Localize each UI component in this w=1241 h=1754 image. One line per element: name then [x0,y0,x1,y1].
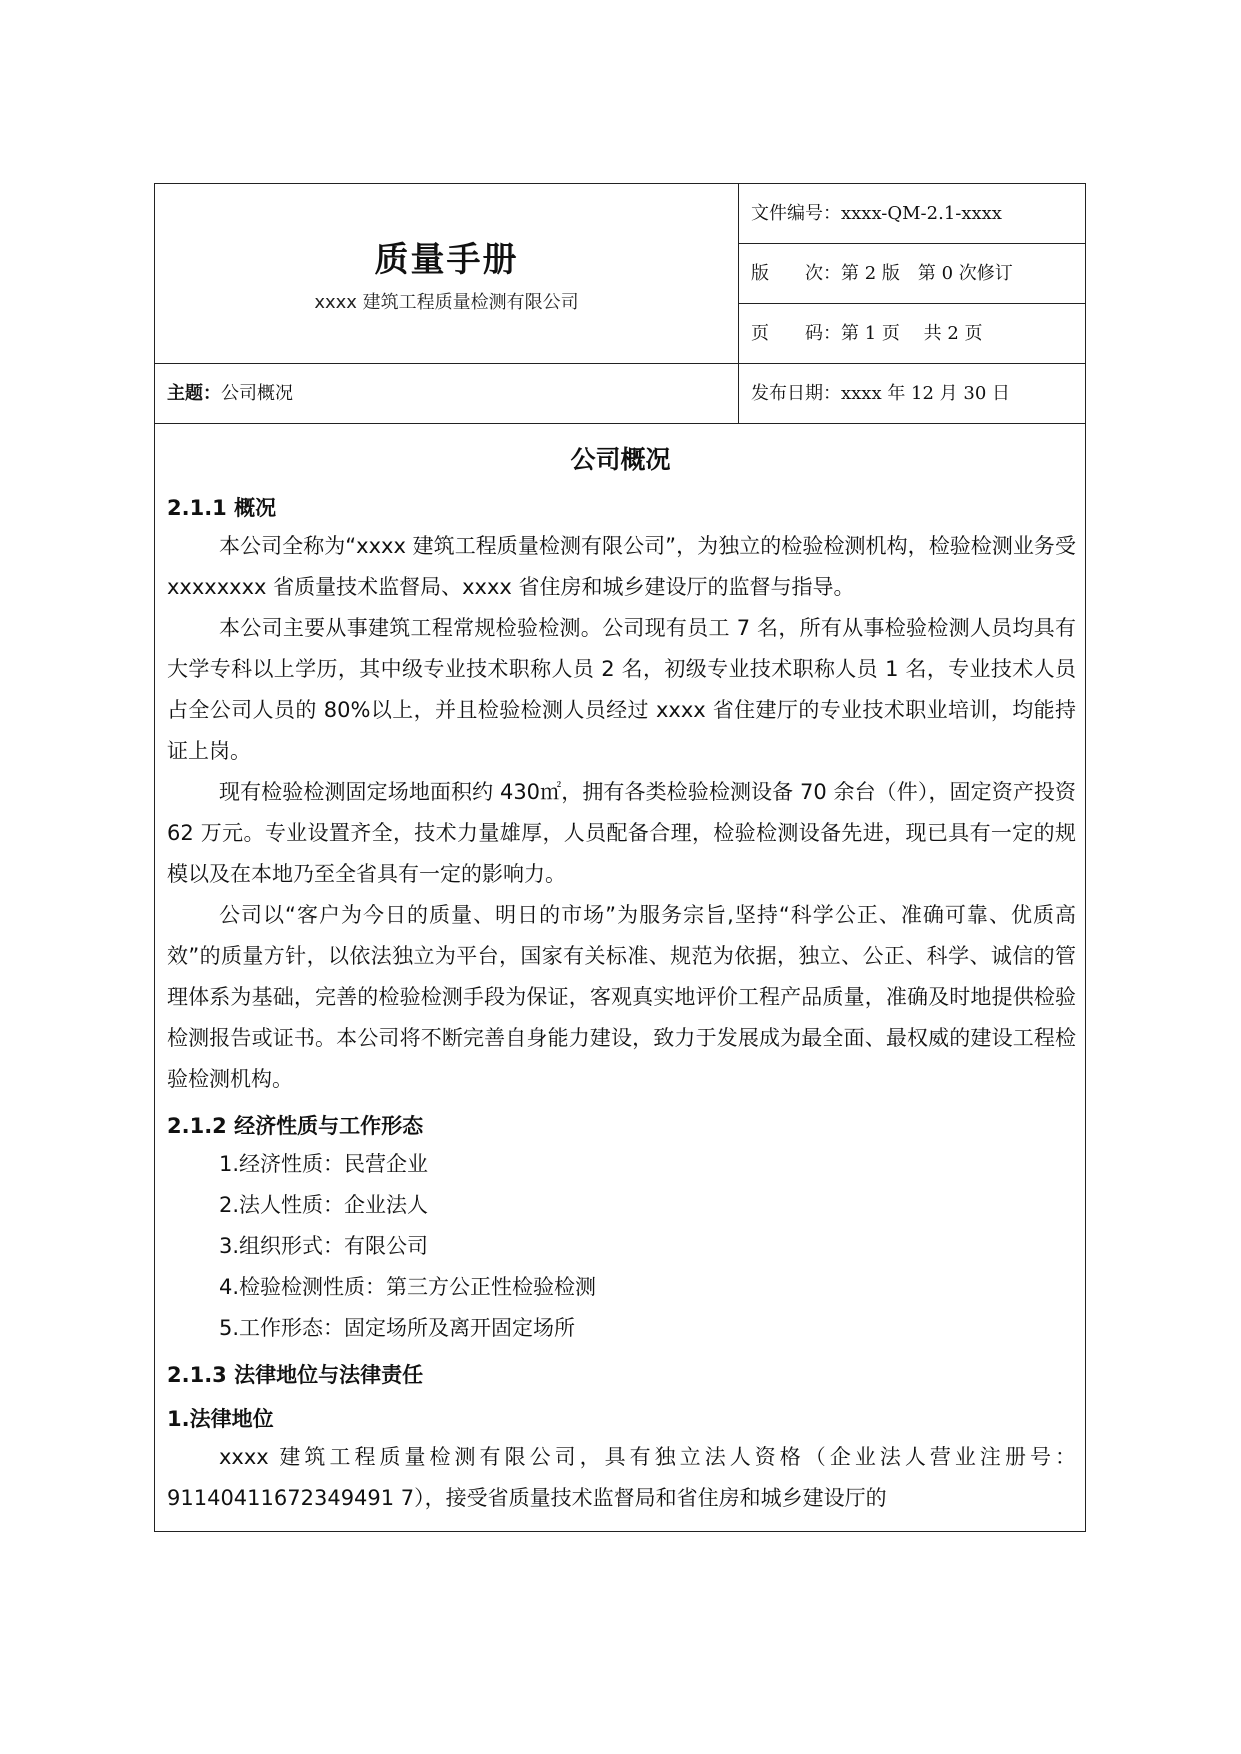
edition-label-b: 次： [805,263,841,284]
document-table [154,183,1086,1532]
page-value: 第 1 页 共 2 页 [841,323,983,344]
doc-number-cell [739,184,1086,244]
list-item: 1.经济性质：民营企业 [219,1152,429,1176]
heading-2-1-3: 2.1.3 法律地位与法律责任 [167,1363,424,1387]
title-cell [155,184,739,364]
doc-number-label: 文件编号： [751,203,841,224]
paragraph-3: 现有检验检测固定场地面积约 430㎡，拥有各类检验检测设备 70 余台（件），固定资产投资 62 万元。专业设置齐全，技术力量雄厚，人员配备合理，检验检测设备先进，现已具有一定的规模以及在本地乃至全省具有一定的影响力。 [167,780,1076,886]
topic-label: 主题： [167,383,221,404]
edition-value: 第 2 版 第 0 次修订 [841,263,1013,284]
company-name: xxxx 建筑工程质量检测有限公司 [314,292,579,313]
paragraph-2: 本公司主要从事建筑工程常规检验检测。公司现有员工 7 名，所有从事检验检测人员均具有大学专科以上学历，其中级专业技术职称人员 2 名，初级专业技术职称人员 1 名，专业技术人员占全公司人员的 80%以上，并且检验检测人员经过 xxxx 省住建厅的专业技术职业培训，均能持证上岗。 [167,616,1076,763]
topic-cell [155,364,739,424]
topic-value: 公司概况 [221,383,293,404]
heading-2-1-1: 2.1.1 概况 [167,496,277,520]
date-label: 发布日期： [751,383,841,404]
page-label-a: 页 [751,323,769,344]
subheading-legal-status: 1.法律地位 [167,1407,274,1431]
list-item: 4.检验检测性质：第三方公正性检验检测 [219,1275,597,1299]
page-label-b: 码： [805,323,841,344]
page-cell [739,304,1086,364]
paragraph-1: 本公司全称为“xxxx 建筑工程质量检测有限公司”，为独立的检验检测机构，检验检测业务受 xxxxxxxx 省质量技术监督局、xxxx 省住房和城乡建设厅的监督与指导。 [167,534,1076,599]
list-item: 3.组织形式：有限公司 [219,1234,429,1258]
edition-label-a: 版 [751,263,769,284]
doc-number-value: xxxx-QM-2.1-xxxx [841,203,1002,224]
date-cell [739,364,1086,424]
edition-cell [739,244,1086,304]
document-title: 质量手册 [374,240,519,280]
list-item: 2.法人性质：企业法人 [219,1193,429,1217]
paragraph-4: 公司以“客户为今日的质量、明日的市场”为服务宗旨,坚持“科学公正、准确可靠、优质高效”的质量方针，以依法独立为平台，国家有关标准、规范为依据，独立、公正、科学、诚信的管理体系为基础，完善的检验检测手段为保证，客观真实地评价工程产品质量，准确及时地提供检验检测报告或证书。本公司将不断完善自身能力建设，致力于发展成为最全面、最权威的建设工程检验检测机构。 [167,903,1076,1091]
section-title: 公司概况 [570,445,671,474]
content-area [155,424,1086,1519]
list-item: 5.工作形态：固定场所及离开固定场所 [219,1316,576,1340]
paragraph-5: xxxx 建筑工程质量检测有限公司，具有独立法人资格（企业法人营业注册号：91140411672349491 7），接受省质量技术监督局和省住房和城乡建设厅的 [167,1445,1076,1510]
heading-2-1-2: 2.1.2 经济性质与工作形态 [167,1114,424,1138]
date-value: xxxx 年 12 月 30 日 [841,383,1011,404]
